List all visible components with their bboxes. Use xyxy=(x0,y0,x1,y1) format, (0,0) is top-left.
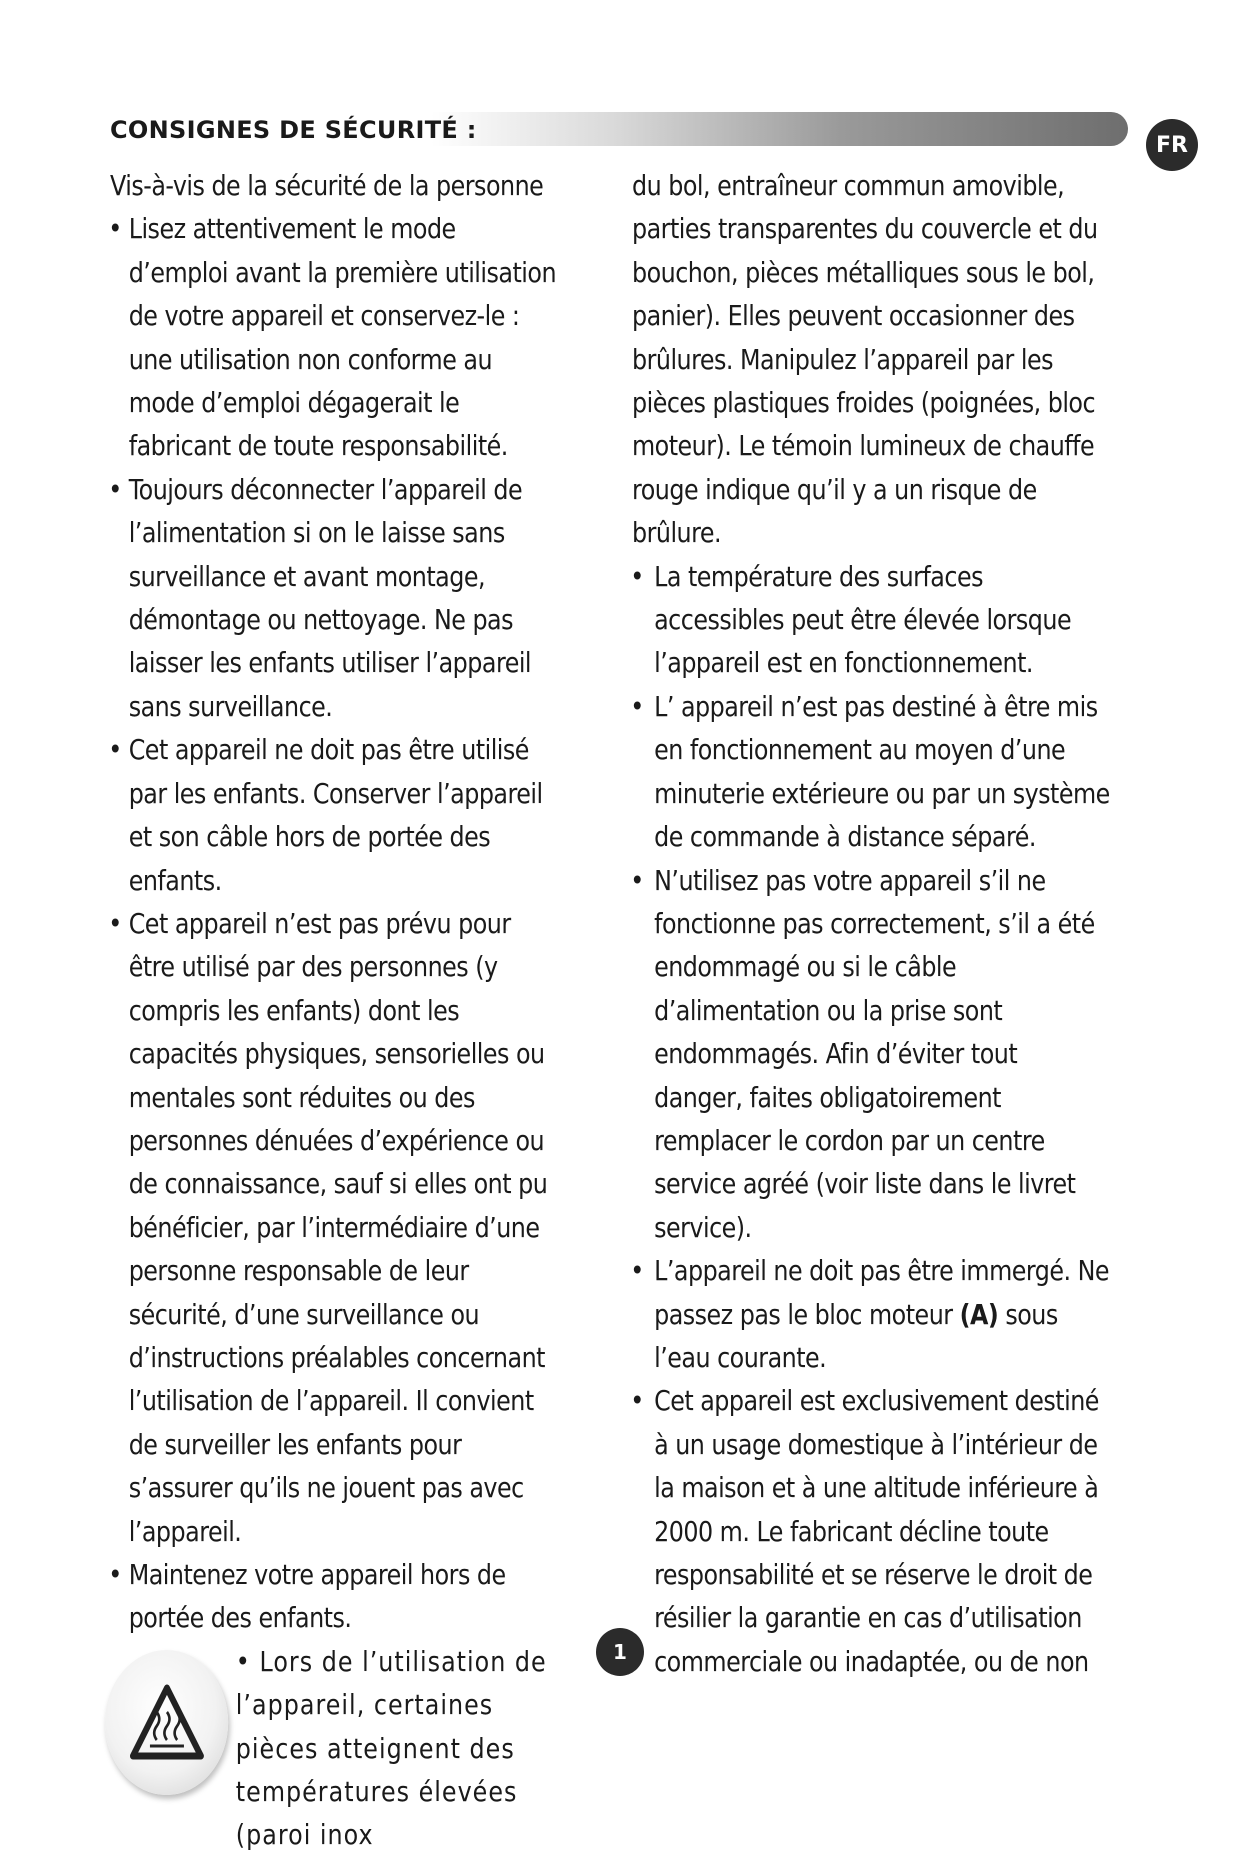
bullet-dot: • xyxy=(108,906,122,940)
list-item: • L’appareil ne doit pas être immergé. Ne passez pas le bloc moteur (A) sous l’eau courante. xyxy=(632,1249,1112,1379)
list-item: • Cet appareil est exclusivement destiné à un usage domestique à l’intérieur de la maison et à une altitude inférieure à 2000 m. Le fabricant décline toute responsabilité et se réserve le droit de résilier la garantie en cas d’utilisation commerciale ou inadaptée, ou de non xyxy=(632,1379,1112,1683)
bullet-dot: • xyxy=(108,472,122,506)
hot-surface-warning xyxy=(110,1640,561,1852)
bullet-dot: • xyxy=(630,689,644,723)
hot-surface-text: • Lors de l’utilisation de l’appareil, certaines pièces atteignent des températures élevées (paroi inox xyxy=(235,1644,547,1852)
list-item: • N’utilisez pas votre appareil s’il ne fonctionne pas correctement, s’il a été endommagé ou si le câble d’alimentation ou la prise sont endommagés. Afin d’éviter tout danger, faites obligatoirement remplacer le cordon par un centre service agréé (voir liste dans le livret service). xyxy=(632,859,1112,1250)
bullet-dot: • xyxy=(108,733,122,767)
bullet-dot: • xyxy=(630,863,644,897)
list-item: • L’ appareil n’est pas destiné à être mis en fonctionnement au moyen d’une minuterie extérieure ou par un système de commande à distance séparé. xyxy=(632,685,1112,859)
continuation-text: du bol, entraîneur commun amovible, parties transparentes du couvercle et du bouchon, pièces métalliques sous le bol, panier). Elles peuvent occasionner des brûlures. Manipulez l’appareil par les pièces plastiques froides (poignées, bloc moteur). Le témoin lumineux de chauffe rouge indique qu’il y a un risque de brûlure. xyxy=(632,169,1098,550)
list-item: • La température des surfaces accessibles peut être élevée lorsque l’appareil est en fonctionnement. xyxy=(632,555,1112,685)
bullet-dot: • xyxy=(630,1384,644,1418)
list-item: • Lisez attentivement le mode d’emploi avant la première utilisation de votre appareil et conservez-le : une utilisation non conforme au mode d’emploi dégagerait le fabricant de toute responsabilité. xyxy=(110,207,561,467)
intro-text: Vis-à-vis de la sécurité de la personne xyxy=(110,169,544,202)
section-title: CONSIGNES DE SÉCURITÉ : xyxy=(110,116,477,144)
language-badge: FR xyxy=(1146,119,1198,171)
right-column xyxy=(632,164,1112,1683)
bullet-dot: • xyxy=(235,1644,251,1678)
part-reference: (A) xyxy=(959,1297,999,1331)
list-item: • Maintenez votre appareil hors de portée des enfants. xyxy=(110,1553,561,1640)
page-number: 1 xyxy=(596,1628,644,1676)
list-item: • Cet appareil ne doit pas être utilisé par les enfants. Conserver l’appareil et son câble hors de portée des enfants. xyxy=(110,728,561,902)
hot-surface-warning-icon xyxy=(105,1650,228,1795)
bullet-dot: • xyxy=(108,212,122,246)
bullet-dot: • xyxy=(630,1254,644,1288)
bullet-dot: • xyxy=(108,1558,122,1591)
bullet-dot: • xyxy=(630,559,644,593)
list-item: • Toujours déconnecter l’appareil de l’alimentation si on le laisse sans surveillance et avant montage, démontage ou nettoyage. Ne pas laisser les enfants utiliser l’appareil sans surveillance. xyxy=(110,468,561,728)
left-column xyxy=(108,164,561,1852)
list-item: • Cet appareil n’est pas prévu pour être utilisé par des personnes (y compris les enfants) dont les capacités physiques, sensorielles ou mentales sont réduites ou des personnes dénuées d’expérience ou de connaissance, sauf si elles ont pu bénéficier, par l’intermédiaire d’une personne responsable de leur sécurité, d’une surveillance ou d’instructions préalables concernant l’utilisation de l’appareil. Il convient de surveiller les enfants pour s’assurer qu’ils ne jouent pas avec l’appareil. xyxy=(110,902,561,1553)
